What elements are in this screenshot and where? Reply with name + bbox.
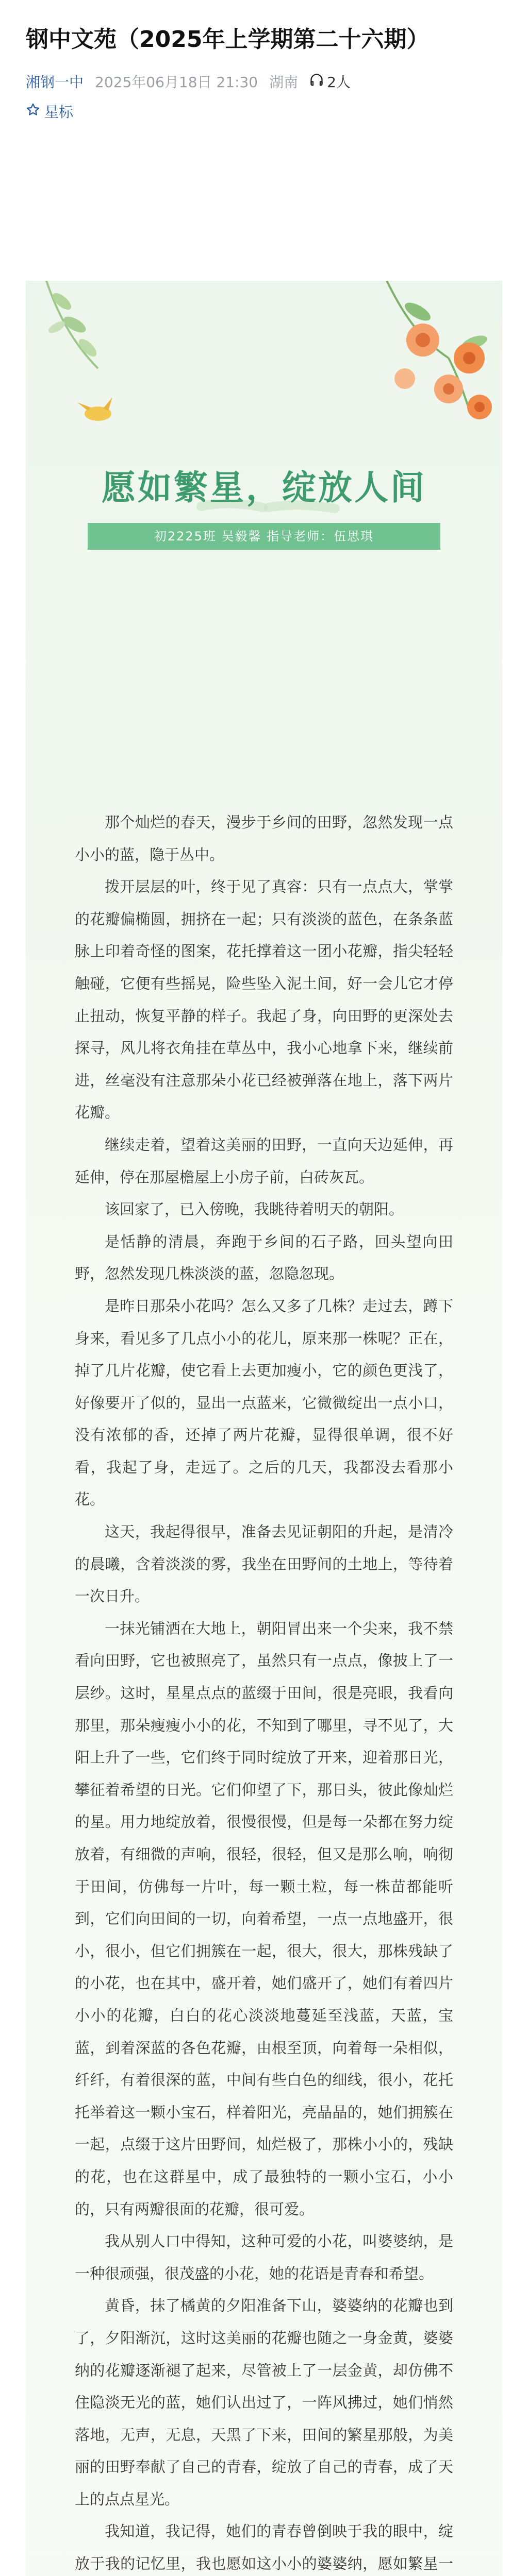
poster-subtitle: 初2225班 吴毅馨 指导老师：伍思琪 [88,523,440,550]
article-paragraph: 黄昏，抹了橘黄的夕阳准备下山，婆婆纳的花瓣也到了，夕阳渐沉，这时这美丽的花瓣也随之一身金黄，婆婆纳的花瓣逐渐褪了起来，尽管被上了一层金黄，却仿佛不住隐淡无光的蓝，她们认出过了，一阵风拂过，她们悄然落地，无声，无息，天黑了下来，田间的繁星那般，为美丽的田野奉献了自己的青春，绽放了自己的青春，成了天上的点点星光。 [75,2297,453,2508]
article-paragraph: 我知道，我记得，她们的青春曾倒映于我的眼中，绽放于我的记忆里，我也愿如这小小的婆婆纳，愿如繁星一 [75,2522,453,2573]
article-title: 钢中文苑（2025年上学期第二十六期） [26,26,430,53]
listen-button[interactable] [309,71,351,92]
article-paragraph: 继续走着，望着这美丽的田野，一直向天边延伸，再延伸，停在那屋檐屋上小房子前，白砖灰瓦。 [75,1136,453,1186]
article-paragraph: 该回家了，已入傍晚，我眺待着明天的朝阳。 [105,1200,404,1218]
article-meta [26,71,502,92]
article-paragraph: 拨开层层的叶，终于见了真容：只有一点点大，掌掌的花瓣偏椭圆，拥挤在一起；只有淡淡的蓝色，在条条蓝脉上印着奇怪的图案，花托撑着这一团小花瓣，指尖轻轻触碰，它便有些摇晃，险些坠入泥土间，好一会儿它才停止扭动，恢复平静的样子。我起了身，向田野的更深处去探寻，风儿将衣角挂在草丛中，我小心地拿下来，继续前进，丝毫没有注意那朵小花已经被弹落在地上，落下两片花瓣。 [75,878,453,1122]
star-label: 星标 [44,104,74,121]
listener-count: 2人 [327,74,351,91]
publish-datetime: 2025年06月18日 21:30 [95,74,258,91]
article-body [75,806,453,2576]
article-paragraph: 那个灿烂的春天，漫步于乡间的田野，忽然发现一点小小的蓝，隐于丛中。 [75,814,453,863]
publish-location: 湖南 [269,74,299,91]
article-paragraph: 我从别人口中得知，这种可爱的小花，叫婆婆纳，是一种很顽强，很茂盛的小花，她的花语是青春和希望。 [75,2232,453,2282]
star-icon [26,103,40,121]
article-poster [26,281,502,2576]
star-button[interactable] [26,101,502,122]
account-name-link[interactable]: 湘钢一中 [26,74,84,91]
article-paragraph: 这天，我起得很早，准备去见证朝阳的升起，是清冷的晨曦，含着淡淡的雾，我坐在田野间的土地上，等待着一次日升。 [75,1523,453,1605]
article-paragraph: 是昨日那朵小花吗？怎么又多了几株？走过去，蹲下身来，看见多了几点小小的花儿，原来那一株呢？正在，掉了几片花瓣，使它看上去更加瘦小，它的颜色更浅了，好像要开了似的，显出一点蓝来，它微微绽出一点小口，没有浓郁的香，还掉了两片花瓣，显得很单调，很不好看，我起了身，走远了。之后的几天，我都没去看那小花。 [75,1297,453,1509]
headphones-icon [309,73,324,91]
article-paragraph: 是恬静的清晨，奔跑于乡间的石子路，回头望向田野，忽然发现几株淡淡的蓝，忽隐忽现。 [75,1232,453,1283]
poster-title: 愿如繁星，绽放人间 [102,468,426,507]
article-paragraph: 一抹光铺洒在大地上，朝阳冒出来一个尖来，我不禁看向田野，它也被照亮了，虽然只有一点点，像披上了一层纱。这时，星星点点的蓝缀于田间，很是亮眼，我看向那里，那朵瘦瘦小小的花，不知到了哪里，寻不见了，大阳上升了一些，它们终于同时绽放了开来，迎着那日光，攀征着希望的日光。它们仰望了下，那日头，彼此像灿烂的星。用力地绽放着，很慢很慢，但是每一朵都在努力绽放着，有细微的声响，很轻，很轻，但又是那么响，响彻于田间，仿佛每一片叶，每一颗土粒，每一株苗都能听到，它们向田间的一切，向着希望，一点一点地盛开，很小，很小，但它们拥簇在一起，很大，很大，那株残缺了的小花，也在其中，盛开着，她们盛开了，她们有着四片小小的花瓣，白白的花心淡淡地蔓延至浅蓝，天蓝，宝蓝，到着深蓝的各色花瓣，由根至顶，向着每一朵相似，纤纤，有着很深的蓝，中间有些白色的细线，很小，花托托举着这一颗小宝石，样着阳光，亮晶晶的，她们拥簇在一起，点缀于这片田野间，灿烂极了，那株小小的，残缺的花，也在这群星中，成了最独特的一颗小宝石，小小的，只有两瓣很面的花瓣，很可爱。 [75,1619,453,2218]
article-header [0,0,528,122]
